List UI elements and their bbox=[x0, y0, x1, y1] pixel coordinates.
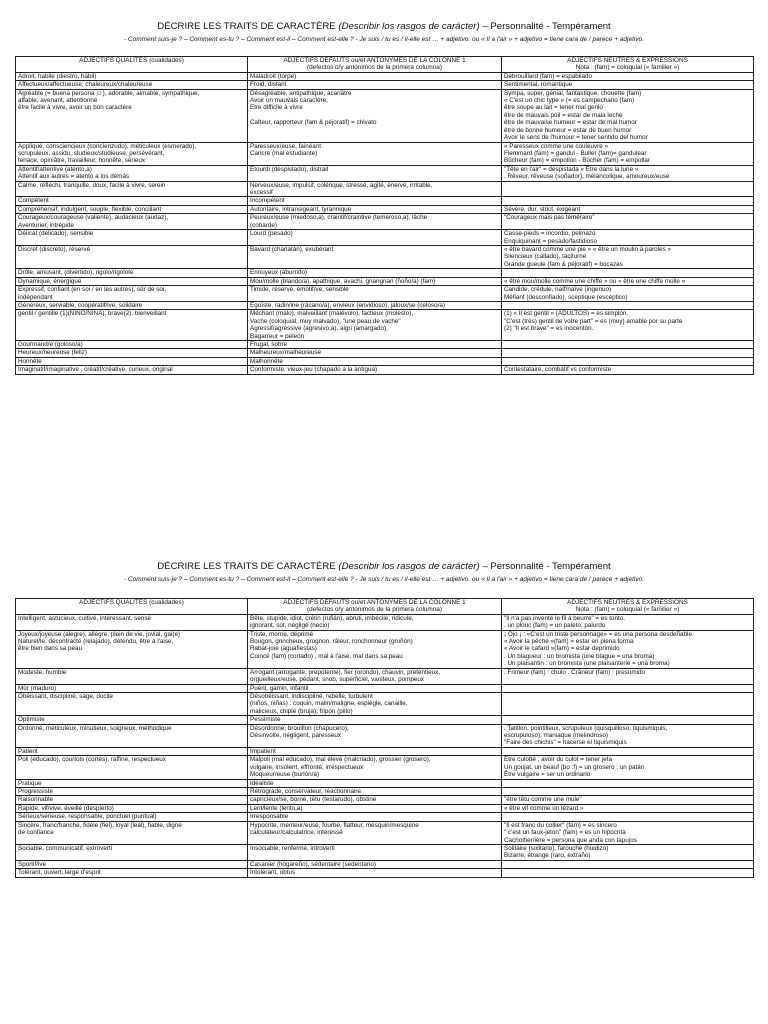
cell-quality: Imaginatif/imaginative , créatif/créative, curieux, original bbox=[16, 366, 248, 374]
cell-defect: Maladroit (torpe) bbox=[248, 72, 502, 80]
table-row bbox=[16, 230, 754, 246]
cell-neutral: Casse-pieds = incordio, pelmazo Enquiquinant = pesado/fastidioso bbox=[502, 230, 754, 246]
cell-quality: Sociable, communicatif, extroverti bbox=[16, 844, 248, 860]
cell-quality: Patient bbox=[16, 747, 248, 755]
cell-neutral: (1) « Il est gentil » (ADULTOS) = es simplón. "C'est (très) gentil de votre part" = es (muy) amable por su parte (2) "Il est brave" = es inocentón. bbox=[502, 310, 754, 341]
cell-quality: Joyeux/joyeuse (alegre), allègre, plein de vie, jovial, gai(e) Naturel/le, décontracté (relajado), détendu, être à l'aise, être bien dans sa peau bbox=[16, 630, 248, 668]
cell-defect: Arrogant (arrogante, prepotente), fier (orondo), chauvin, prétentieux, orgueilleux/euse, pédant, snob, superficiel, vaniteux, pompeux bbox=[248, 668, 502, 684]
table-row bbox=[16, 668, 754, 684]
table-row bbox=[16, 747, 754, 755]
cell-defect: Peureux/euse (miedoso,a), craintif/craintive (temeroso,a), lâche (cobarde) bbox=[248, 214, 502, 230]
cell-neutral bbox=[502, 716, 754, 724]
table-row bbox=[16, 181, 754, 197]
cell-defect: Bête, stupide, idiot, crétin (rufián), abruti, imbécile, ridicule, ignorant, sot, négligé (necio) bbox=[248, 614, 502, 630]
table-row bbox=[16, 165, 754, 181]
table-row bbox=[16, 813, 754, 821]
table-row bbox=[16, 692, 754, 715]
cell-neutral: « être vif comme un lézard » bbox=[502, 804, 754, 812]
cell-defect: Puéril, gamin, infantil bbox=[248, 684, 502, 692]
header-neutral: ADJECTIFS NEUTRES & EXPRESSIONS Nota : (fam) = coloquial (« familier ») bbox=[502, 57, 754, 73]
cell-defect: Étourdi (despistado), distrait bbox=[248, 165, 502, 181]
cell-quality: Affectueux/affectueuse, chaleureux/chaleureuse bbox=[16, 81, 248, 89]
cell-quality: Discret (discreto), réservé bbox=[16, 246, 248, 269]
cell-defect: Irresponsable bbox=[248, 813, 502, 821]
table-row bbox=[16, 286, 754, 302]
cell-defect: Ennuyeux (aburrido) bbox=[248, 269, 502, 277]
table-row bbox=[16, 821, 754, 844]
table-row bbox=[16, 684, 754, 692]
header-qualities: ADJECTIFS QUALITÉS (cualidades) bbox=[16, 57, 248, 73]
cell-quality: Expressif, confiant (en soi / en les autres), sûr de soi, indépendant bbox=[16, 286, 248, 302]
cell-quality: Calme, réfléchi, tranquille, doux, facile à vivre, serein bbox=[16, 181, 248, 197]
cell-neutral bbox=[502, 357, 754, 365]
cell-neutral: Contestataire, combatif vs conformiste bbox=[502, 366, 754, 374]
table-row bbox=[16, 81, 754, 89]
cell-quality: Progressiste bbox=[16, 788, 248, 796]
cell-defect: Mou/molle (blando/a), apathique, avachi, gnangnan (ñoño/a) (fam) bbox=[248, 277, 502, 285]
cell-neutral bbox=[502, 341, 754, 349]
cell-quality: Délicat (delicado), sensible bbox=[16, 230, 248, 246]
cell-quality: Raisonnable bbox=[16, 796, 248, 804]
cell-quality: Appliqué, consciencieux (concienzudo), méticuleux (esmerado), scrupuleux, assidu, studieux/studieuse, persévérant, tenace, opiniâtre, travailleur, honnête, sérieux bbox=[16, 142, 248, 165]
cell-neutral bbox=[502, 813, 754, 821]
table-row bbox=[16, 310, 754, 341]
cell-quality: Agréable (= buena persona ☺), adorable, aimable, sympathique, affable, avenant, attentionné être facile à vivre, avoir un bon caractère bbox=[16, 89, 248, 142]
cell-defect: Rétrograde, conservateur, réactionnaire bbox=[248, 788, 502, 796]
table-row bbox=[16, 357, 754, 365]
cell-neutral: . Tatillon, pointilleux, scrupuleux (quisquilloso, tiquismiquis, escrupuloso), maniaque (melindroso) "Faire des chichis" = hacerse el tiquismiquis bbox=[502, 724, 754, 747]
table-row bbox=[16, 869, 754, 877]
cell-quality: Sérieux/sérieuse, responsable, ponctuel (puntual) bbox=[16, 813, 248, 821]
table-row bbox=[16, 756, 754, 779]
cell-neutral: Être culotté ; avoir du culot = tener jeta Un goujat, un beauf (bo :f) = un grosero ; un patán Être vulgaire = ser un ordinario bbox=[502, 756, 754, 779]
cell-defect: Malhonnête bbox=[248, 357, 502, 365]
table-row bbox=[16, 716, 754, 724]
cell-defect: Insociable, renfermé, introverti bbox=[248, 844, 502, 860]
cell-neutral: Sévère, dur, strict, exigeant bbox=[502, 205, 754, 213]
cell-quality: Drôle, amusant, (divertido), rigolo/rigolote bbox=[16, 269, 248, 277]
cell-neutral: Candide, crédule, naïf/naïve (ingenuo) Méfiant (desconfiado), sceptique (escéptico) bbox=[502, 286, 754, 302]
table-row bbox=[16, 72, 754, 80]
table-row bbox=[16, 796, 754, 804]
cell-neutral: "Tête en l'air" = despistada « Être dans la lune » . Rêveur, rêveuse (soñador), mélancolique, amoureux/euse bbox=[502, 165, 754, 181]
cell-neutral bbox=[502, 692, 754, 715]
cell-quality: Compréhensif, indulgent, souple, flexible, conciliant bbox=[16, 205, 248, 213]
cell-quality: Heureux/heureuse (feliz) bbox=[16, 349, 248, 357]
table-row bbox=[16, 246, 754, 269]
table-row bbox=[16, 804, 754, 812]
cell-defect: Égoïste, radin/ine (rácano/a), envieux (envidioso), jaloux/se (celoso/a) bbox=[248, 301, 502, 309]
page-subtitle: - Comment suis-je ? – Comment es-tu ? – Comment est-il – Comment est-elle ? - Je suis / tu es / il-elle est … + adjetivo. ou « Il a l'air » + adjetivo = tiene cara de / parece + adjetivo. bbox=[123, 576, 645, 583]
vocab-table bbox=[15, 598, 754, 878]
table-row bbox=[16, 205, 754, 213]
cell-defect: Paresseux/euse, fainéant Cancre (mal estudiante) bbox=[248, 142, 502, 165]
cell-neutral: . Frimeur (fam) : chulo . Crâneur (fam) : presumido bbox=[502, 668, 754, 684]
table-row bbox=[16, 142, 754, 165]
cell-neutral: Solitaire (solitario), farouche (huidizo) Bizarre, étrange (raro, extraño) bbox=[502, 844, 754, 860]
cell-quality: Compétent bbox=[16, 197, 248, 205]
table-row bbox=[16, 788, 754, 796]
cell-defect: Froid, distant bbox=[248, 81, 502, 89]
header-qualities: ADJECTIFS QUALITÉS (cualidades) bbox=[16, 599, 248, 615]
table-row bbox=[16, 269, 754, 277]
cell-defect: Idéaliste bbox=[248, 779, 502, 787]
cell-neutral bbox=[502, 349, 754, 357]
table-row bbox=[16, 214, 754, 230]
header-defects: ADJECTIFS DÉFAUTS ou/et ANTONYMES DE LA COLONNE 1 (defectos o/y antónimos de la primera columna) bbox=[248, 57, 502, 73]
cell-quality: Gourmand/e (goloso/a) bbox=[16, 341, 248, 349]
cell-quality: Intelligent, astucieux, cultivé, intéressant, sensé bbox=[16, 614, 248, 630]
cell-quality: Sportif/ive bbox=[16, 860, 248, 868]
cell-quality: Honnête bbox=[16, 357, 248, 365]
table-body bbox=[16, 72, 754, 374]
cell-quality: Mûr (maduro) bbox=[16, 684, 248, 692]
header-defects: ADJECTIFS DÉFAUTS ou/et ANTONYMES DE LA COLONNE 1 (defectos o/y antónimos de la primera columna) bbox=[248, 599, 502, 615]
cell-neutral bbox=[502, 269, 754, 277]
cell-neutral bbox=[502, 181, 754, 197]
table-row bbox=[16, 301, 754, 309]
cell-defect: Méchant (malo), malveillant (malévolo), factieux (molesto), Vache (coloquial, muy malvado), "une peau de vache" Agressif/agressive (agresivo,a), aigri (amargado), Bagarreur = peleón bbox=[248, 310, 502, 341]
table-row bbox=[16, 860, 754, 868]
cell-neutral bbox=[502, 869, 754, 877]
cell-quality: Dynamique, énergique bbox=[16, 277, 248, 285]
cell-neutral bbox=[502, 779, 754, 787]
vocab-table bbox=[15, 56, 754, 375]
cell-neutral bbox=[502, 860, 754, 868]
table-row bbox=[16, 341, 754, 349]
cell-quality: Adroit, habile (diestro, hábil) bbox=[16, 72, 248, 80]
cell-neutral: Débrouillard (fam) = espabilado bbox=[502, 72, 754, 80]
cell-quality: Attentif/attentive (atento,a) Attentif aux autres = atento a los demás bbox=[16, 165, 248, 181]
cell-defect: Nerveux/euse, impulsif, colérique, stressé, agité, énervé, irritable, excessif bbox=[248, 181, 502, 197]
cell-defect: Bavard (charlatán), exubérant bbox=[248, 246, 502, 269]
cell-quality: Sincère, franc/franche, fidèle (fiel), loyal (leal), fiable, digne de confiance bbox=[16, 821, 248, 844]
cell-neutral: « être mou/molle comme une chiffe » ou « être une chiffe molle » bbox=[502, 277, 754, 285]
header-neutral: ADJECTIFS NEUTRES & EXPRESSIONS Nota : (fam) = coloquial (« familier ») bbox=[502, 599, 754, 615]
table-row bbox=[16, 844, 754, 860]
cell-neutral bbox=[502, 684, 754, 692]
cell-quality: Courageux/courageuse (valiente), audacieux (audaz), Aventurier, intrépide bbox=[16, 214, 248, 230]
cell-defect: Casanier (hogareño), sédentaire (sedentario) bbox=[248, 860, 502, 868]
cell-neutral: "Il est franc du collier" (fam) = es sincero " c'est un faux-jeton" (fam) = es un hipócrita Cachottier/ière = persona que anda con tapujos bbox=[502, 821, 754, 844]
cell-neutral bbox=[502, 301, 754, 309]
table-row bbox=[16, 614, 754, 630]
table-row bbox=[16, 349, 754, 357]
cell-defect: Pessimiste bbox=[248, 716, 502, 724]
cell-defect: Impatient bbox=[248, 747, 502, 755]
cell-defect: capricieux/se, borné, têtu (testarudo), obstiné bbox=[248, 796, 502, 804]
cell-neutral: "être têtu comme une mule" bbox=[502, 796, 754, 804]
cell-defect: Incompétent bbox=[248, 197, 502, 205]
table-body bbox=[16, 614, 754, 877]
cell-quality: Poli (educado), courtois (cortés), raffiné, respectueux bbox=[16, 756, 248, 779]
cell-neutral: « être bavard comme une pie » « être un moulin à paroles » Silencieux (callado), taciturne Grande gueule (fam & péjoratif) = bocazas bbox=[502, 246, 754, 269]
cell-neutral: Sentimental, romantique bbox=[502, 81, 754, 89]
table-row bbox=[16, 197, 754, 205]
cell-defect: Lourd (pesado) bbox=[248, 230, 502, 246]
cell-defect: Triste, morne, déprimé Bougon, grincheux, grognon, râleur, ronchonneur (gruñón) Rabat-joie (aguafiestas) Coincé (fam) (cortado) , mal à l'aise, mal dans sa peau bbox=[248, 630, 502, 668]
cell-defect: Intolérant, obtus bbox=[248, 869, 502, 877]
cell-defect: Désordonné, brouillon (chapucero), Désinvolte, négligent, paresseux bbox=[248, 724, 502, 747]
cell-neutral bbox=[502, 747, 754, 755]
cell-defect: Lent/lente (lento,a) bbox=[248, 804, 502, 812]
cell-neutral: « Paresseux comme une couleuvre » Flemmard (fam) = gandul - Buller (fam)= gandulear Bûcheur (fam) = empollón - Bûcher (fam) = empollar bbox=[502, 142, 754, 165]
cell-quality: Rapide, vif/vive, éveillé (despierto) bbox=[16, 804, 248, 812]
cell-defect: Malpoli (mal educado), mal élevé (malcriado), grossier (grosero), vulgaire, insolent, effronté, irrespectueux Moqueur/euse (burlón/a) bbox=[248, 756, 502, 779]
cell-defect: Hypocrite, menteur/euse, fourbe, flatteur, mesquin/mesquine calculateur/calculatrice, intéressé bbox=[248, 821, 502, 844]
cell-quality: Tolérant, ouvert, large d'esprit bbox=[16, 869, 248, 877]
worksheet-page-2 bbox=[0, 512, 768, 1024]
cell-quality: Obéissant, discipliné, sage, docile bbox=[16, 692, 248, 715]
table-row bbox=[16, 89, 754, 142]
table-row bbox=[16, 366, 754, 374]
page-title: DÉCRIRE LES TRAITS DE CARACTÈRE (Describir los rasgos de carácter) – Personnalité - Tempérament bbox=[157, 21, 611, 32]
cell-neutral: "Courageux mais pas téméraire" bbox=[502, 214, 754, 230]
cell-neutral bbox=[502, 197, 754, 205]
cell-neutral: ¡ Ojo ¡ : «C'est un triste personnage» = es una persona desdeñable. « Avoir la pêche »(fam) = estar en plena forma « Avoir le cafard »(fam) = estar deprimido . Un blagueur : un bromista (une blague = una broma) . Un plaisantin : un bromista (une plaisanterie = una broma) bbox=[502, 630, 754, 668]
page-subtitle: - Comment suis-je ? – Comment es-tu ? – Comment est-il – Comment est-elle ? - Je suis / tu es / il-elle est … + adjetivo. ou « Il a l'air » + adjetivo = tiene cara de / parece + adjetivo. bbox=[123, 36, 645, 43]
table-row bbox=[16, 630, 754, 668]
cell-defect: Conformiste, vieux-jeu (chapado a la antigua) bbox=[248, 366, 502, 374]
table-row bbox=[16, 277, 754, 285]
page-title: DÉCRIRE LES TRAITS DE CARACTÈRE (Describir los rasgos de carácter) – Personnalité - Tempérament bbox=[157, 561, 611, 572]
cell-neutral bbox=[502, 788, 754, 796]
cell-quality: Généreux, serviable, coopératif/ive, solidaire bbox=[16, 301, 248, 309]
cell-quality: gentil / gentille (1)(NIÑO/NIÑA), brave(2), bienveillant bbox=[16, 310, 248, 341]
cell-neutral: Sympa, super, génial, fantastique, chouette (fam) « C'est un chic type » (= es campechano (fam) être soupe au lait = tener mal genio être de mauvais poil = estar de mala leche être de mauvaise humeur = estar de mal humor être de bonne humeur = estar de buen humor Avoir le sens de l'humour = tener sentido del humor bbox=[502, 89, 754, 142]
cell-quality: Pratique bbox=[16, 779, 248, 787]
cell-defect: Timide, réservé, émotif/ve, sensible bbox=[248, 286, 502, 302]
cell-quality: Ordonné, méticuleux, minutieux, soigneux, méthodique bbox=[16, 724, 248, 747]
cell-defect: Autoritaire, intransigeant, tyrannique bbox=[248, 205, 502, 213]
cell-defect: Désobéissant, indiscipliné, rebelle, turbulent (niños, niñas) : coquin, malin/maligne, espiègle, canaille, malicieux, chipie (bruja), fripon (pillo) bbox=[248, 692, 502, 715]
cell-neutral: "Il n'a pas inventé le fil à beurre" = es tonto. . un plouc (fam) = un paleto, palurdo bbox=[502, 614, 754, 630]
cell-defect: Frugal, sobre bbox=[248, 341, 502, 349]
cell-quality: Optimiste bbox=[16, 716, 248, 724]
cell-defect: Désagréable, antipathique, acariâtre Avoir un mauvais caractère, Etre difficile à vivre Cafteur, rapporteur (fam & péjoratif) = chivato bbox=[248, 89, 502, 142]
table-row bbox=[16, 724, 754, 747]
table-row bbox=[16, 779, 754, 787]
cell-quality: Modeste, humble bbox=[16, 668, 248, 684]
cell-defect: Malheureux/malheureuse bbox=[248, 349, 502, 357]
